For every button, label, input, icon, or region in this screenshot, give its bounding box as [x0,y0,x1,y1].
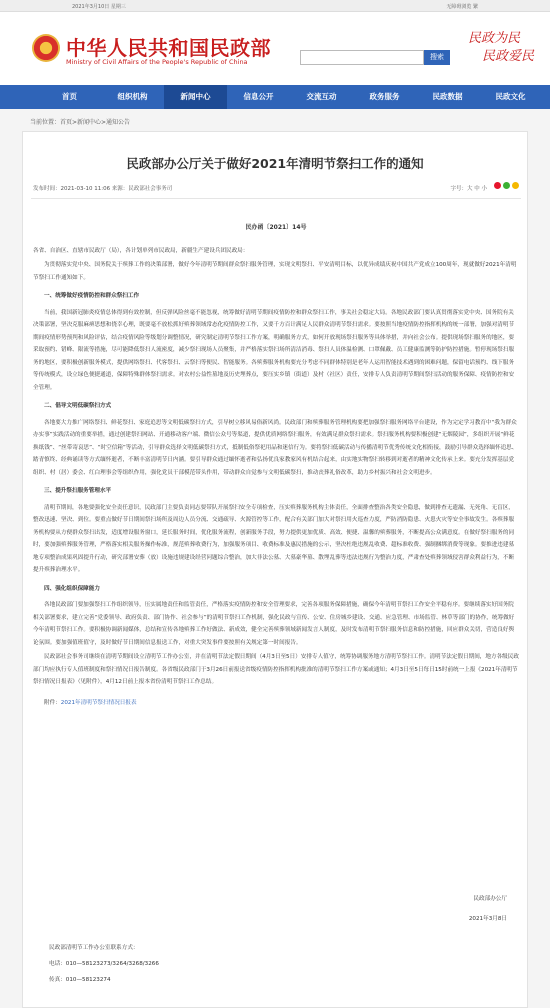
nav-item-data[interactable]: 民政数据 [432,92,463,101]
breadcrumb[interactable]: 当前位置：首页>新闻中心>通知公告 [30,119,131,126]
accessibility-links[interactable]: 无障碍浏览 繁 [446,4,478,10]
site-title[interactable]: 中华人民共和国民政部 [66,36,271,60]
section-heading: 三、提升祭扫服务管理水平 [44,488,112,494]
nav-item-services[interactable]: 政务服务 [369,92,400,101]
current-date: 2021年3月10日 星期三 [72,4,126,10]
contact-fax: 传真：010—58123274 [49,977,111,983]
qzone-share-icon[interactable] [512,182,519,189]
nav-item-news[interactable]: 新闻中心 [164,85,227,109]
site-header [0,12,550,85]
slogan [468,30,534,66]
main-nav [0,85,550,109]
font-size-switcher[interactable]: 字号：大 中 小 [450,186,487,192]
site-subtitle: Ministry of Civil Affairs of the People's Republic of China [66,58,248,66]
contact-info [49,940,159,988]
section-text: 各地民政部门要加强祭扫工作组织领导，压实属地责任和监管责任，严格落实疫情防控和安全管理要求，完善各项服务保障措施，确保今年清明节祭扫工作安全平稳有序。要继续落实好国务院相关部署要求，建立完善“党委领导、政府负责、部门协作、社会参与”的清明节祭扫工作机制，强化民政与宣传、公安、住房城乡建设、交通、应急管理、市场监管、林草等部门的协作，统筹做好今年清明节祭扫工作。要积极协调新闻媒体，总结和宣传各地殡葬工作好做法、新成效，健全完善殡葬领域新闻发言人制度，及时发布清明节祭扫服务信息和防控措施，回应群众关切，营造良好舆论氛围。要加强值班值守，及时做好节日期间信息报送工作，对重大突发事件要按照有关规定第一时间报告。 [33,602,515,646]
article-title: 民政部办公厅关于做好2021年清明节祭扫工作的通知 [126,156,424,171]
top-bar [0,0,550,12]
share-buttons [494,182,519,189]
article-meta: 发布时间：2021-03-10 11:06 来源：民政部社会事务司 [33,186,173,192]
section-heading: 二、倡导文明低碳祭扫方式 [44,403,112,409]
section-heading: 一、统筹做好疫情防控和群众祭扫工作 [44,293,140,299]
nav-item-organization[interactable]: 组织机构 [117,92,148,101]
article-card [22,131,528,1008]
article-body [33,222,519,711]
attachment [33,697,519,710]
intro-paragraph: 为贯彻落实党中央、国务院关于殡葬工作的决策部署，做好今年清明节期间群众祭扫服务管理，实现文明祭扫、平安清明目标，以优异成绩庆祝中国共产党成立100周年，现就做好2021年清明节祭扫工作通知如下。 [33,262,517,281]
slogan-line-2: 民政爱民 [482,49,535,64]
nav-item-home[interactable]: 首页 [62,92,77,101]
slogan-line-1: 民政为民 [468,31,521,46]
section-text: 当前，我国新冠肺炎疫情总体得到有效控制，但反弹风险丝毫不能忽视，统筹做好清明节期间疫情防控和群众祭扫工作，事关社会稳定大局。各地民政部门要认真贯彻落实党中央、国务院有关决策部署，坚决克服麻痹思想和侥幸心理，既要毫不放松抓好殡葬领域常态化疫情防控工作，又要千方百计满足人民群众清明节祭扫需求。要按照当地疫情防控指挥机构的统一部署，加强对清明节期间疫情形势预判和风险评估，结合疫情风险等级划分调整情况，研究制定清明节祭扫工作方案，明确服务方式，如何开放现场祭扫服务等具体举措，并向社会公布。提供现场祭扫服务的地区，要采取预约、错峰、限流等措施，尽可能降低祭扫人流密度，减少祭扫现场人员聚集，并严格落实祭扫场所清洁消毒、祭扫人员体温检测、口罩佩戴、员工健康监测等防护防控措施。暂停现场祭扫服务的地区，要积极创新服务模式，提供网络祭扫、代客祭扫、云祭扫等便民、智能服务。各殡葬服务机构要充分考虑不同群体特别是老年人运用智能技术遇到的困难问题，保留电话预约、线下服务等传统模式，设立绿色便捷通道，保障特殊群体祭扫需求。对农村公益性墓地及历史埋葬点，要压实乡镇（街道）及村（社区）责任，安排专人负责清明节期间祭扫活动的服务保障、疫情防控和安全管理。 [33,309,515,391]
closing-paragraph: 民政部社会事务司继续在清明节期间设立清明节工作办公室，并在清明节法定假日期间（4月3日至5日）安排专人值守，统筹协调服务地方清明节祭扫工作。清明节法定假日期间，地方各级民政部门均应执行专人值班制度和祭扫情况日报告制度。各省级民政部门于3月26日前报送省级疫情防控指挥机构批准的清明节祭扫工作方案或通知；4月3日至5日每日15时前统一上报《2021年清明节祭扫情况日报表》（见附件），4月12日前上报本省份清明节祭扫工作总结。 [33,654,519,685]
signature-date: 2021年3月8日 [468,916,507,922]
signature-org: 民政部办公厅 [473,896,507,902]
section-text: 各地要大力推广网络祭扫、鲜花祭扫、家庭追思等文明低碳祭扫方式，引导树立移风易俗新风尚。民政部门和殡葬服务管理机构要把加强祭扫服务网络平台建设，作为完定学习教育中“我为群众办实事”实践活动的重要举措，通过创建祭扫网站、开通移动客户端、微信公众号等渠道，提供优质网络祭扫服务，有效满足群众祭扫需求。祭扫服务机构要积极创建“无烟陵园”，多组织开展“鲜花换纸钱”、“丝带寄哀思”、“时空信箱”等活动，引导群众选择文明低碳祭扫方式，抵制低俗祭祀用品和迷信行为。要将祭扫低碳活动与传播清明节优秀传统文化相衔接，鼓励引导群众选择缅怀追思、踏青慎终、经典诵读等方式缅怀逝者，不断丰富清明节日内涵。要引导群众通过缅怀逝者和弘扬优良家教家风有机结合起来，由实地实物祭扫转移到对逝者的精神文化传承上来。要充分发挥基层党组织、村（居）委会、红白理事会等组织作用，强化党员干部模范带头作用，带动群众自觉参与文明低碳祭扫，推动丧葬礼俗改革，助力乡村振兴和社会文明进步。 [33,419,518,476]
attachment-label: 附件： [44,699,61,706]
divider [31,198,521,199]
contact-title: 民政部清明节工作办公室联系方式： [49,945,139,951]
nav-item-culture[interactable]: 民政文化 [495,92,526,101]
nav-item-info[interactable]: 信息公开 [243,92,274,101]
addressee: 各省、自治区、直辖市民政厅（局），各计划单列市民政局，新疆生产建设兵团民政局： [33,247,249,254]
contact-phone: 电话：010—58123273/3264/3268/3266 [49,961,159,967]
search-input[interactable] [300,50,424,65]
weibo-share-icon[interactable] [494,182,501,189]
attachment-link[interactable]: 2021年清明节祭扫情况日报表 [60,699,137,706]
section-heading: 四、强化组织保障能力 [44,585,100,592]
search-button[interactable]: 搜索 [424,50,450,65]
wechat-share-icon[interactable] [503,182,510,189]
section-text: 清明节期间，各地要强化安全责任意识，民政部门主要负责同志要带队开展祭扫安全专项检查，压实殡葬服务机构主体责任，全面排查整治各类安全隐患，做到排查无遗漏、无死角、无盲区，整改迅速、坚决、到位。要重点做好节日期间祭扫场所及周边人员分流、交通疏导、火源管控等工作，配合有关部门加大对祭扫用火巡查力度，严防消防隐患、火患火灾等安全事故发生。各殡葬服务机构要从方便群众祭扫出发，适度增设服务窗口，延长服务时间，优化服务流程，创新服务手段，努力提供更加优质、高效、便捷、温馨的殡葬服务，不断提高公众满意度。在做好祭扫服务的同时，要加强殡葬服务管理，严格落实相关服务操作标准，规范殡葬收费行为，加强服务项目、收费标准及惠民措施的公示，坚决杜绝违规乱收费、超标准收费、强制捆绑消费等现象。要推进违建墓地专项整治成果巩固提升行动，研究部署安葬（放）设施违规建设经营问题综合整治，加大非法公墓、大墓豪华墓、散埋乱葬等违法违规行为整治力度，严肃查处殡葬领域侵害群众利益行为，不断提升殡葬治理水平。 [33,504,515,573]
nav-item-interaction[interactable]: 交流互动 [306,92,337,101]
national-emblem-icon [32,34,60,62]
doc-number: 民办函〔2021〕14号 [245,224,307,231]
